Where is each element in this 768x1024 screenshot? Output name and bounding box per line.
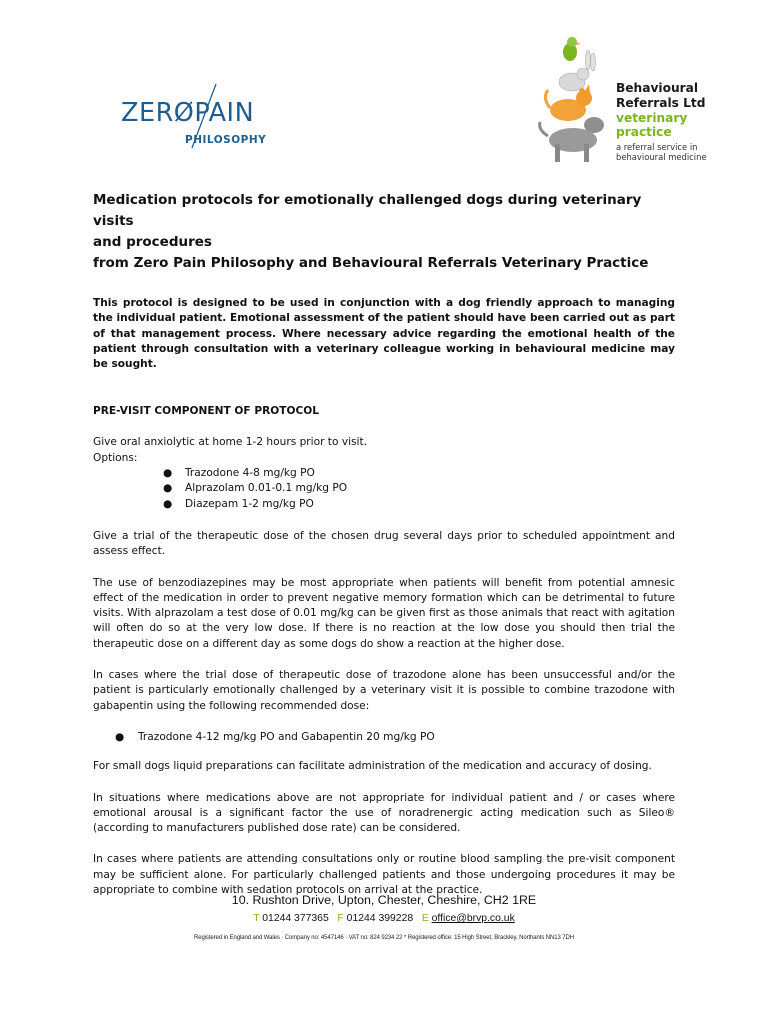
brvp-tagline-line2: behavioural medicine — [616, 152, 707, 162]
give-oral-text: Give oral anxiolytic at home 1-2 hours prior to visit. — [93, 436, 368, 449]
title-line-2: and procedures — [93, 234, 212, 250]
option-text: Alprazolam 0.01-0.1 mg/kg PO — [185, 482, 348, 495]
consultation-paragraph: In cases where patients are attending consultations only or routine blood sampling the pre-visit component may be sufficient alone. For particularly challenged patients and those undergoing procedures it may be appropriate to combine with sedation protocols on arrival at the practice. — [93, 853, 675, 897]
telephone-key: T — [253, 913, 260, 924]
list-item — [163, 497, 675, 512]
fax-number: 01244 399228 — [346, 913, 414, 924]
brvp-name-line2: Referrals Ltd — [616, 96, 706, 110]
small-dogs-paragraph: For small dogs liquid preparations can facilitate administration of the medication and accuracy of dosing. — [93, 760, 652, 773]
footer-registration: Registered in England and Wales · Company no: 4547146 · VAT no: 824 9234 22 * Registered office: 15 High Street, Brackley, Northants NN13 7DH — [193, 935, 574, 941]
list-item — [163, 466, 675, 481]
combine-paragraph: In cases where the trial dose of therapeutic dose of trazodone alone has been unsuccessful and/or the patient is particularly emotionally challenged by a veterinary visit it is possible to combine trazodone with gabapentin using the following recommended dose: — [93, 669, 675, 712]
title-line-3: from Zero Pain Philosophy and Behavioural Referrals Veterinary Practice — [93, 255, 649, 271]
noradrenergic-paragraph: In situations where medications above are not appropriate for individual patient and / or cases where emotional arousal is a significant factor the use of noradrenergic acting medication such as Sileo® (according to manufacturers published dose rate) can be considered. — [93, 791, 675, 835]
zero-pain-philosophy-logo — [118, 80, 278, 150]
options-label: Options: — [93, 451, 138, 464]
fax-key: F — [337, 913, 344, 924]
brvp-veterinary-label: veterinary — [616, 111, 688, 125]
stacked-animals-icon — [528, 32, 616, 166]
bullet-icon: ● — [163, 497, 173, 510]
zero-pain-logo-subtitle: PHILOSOPHY — [185, 134, 267, 146]
section-heading-pre-visit: PRE-VISIT COMPONENT OF PROTOCOL — [93, 405, 320, 418]
bullet-icon: ● — [115, 730, 125, 743]
list-item — [115, 730, 675, 745]
list-item — [163, 481, 675, 496]
behavioural-referrals-logo — [528, 32, 707, 166]
title-line-1: Medication protocols for emotionally challenged dogs during veterinary visits — [93, 192, 642, 229]
brvp-name-line1: Behavioural — [616, 81, 699, 95]
telephone-number: 01244 377365 — [262, 913, 329, 924]
trial-paragraph: Give a trial of the therapeutic dose of the chosen drug several days prior to scheduled appointment and assess effect. — [93, 529, 675, 558]
combination-dose-text: Trazodone 4-12 mg/kg PO and Gabapentin 20 mg/kg PO — [138, 730, 435, 743]
bullet-icon: ● — [163, 467, 173, 480]
benzodiazepine-paragraph: The use of benzodiazepines may be most appropriate when patients will benefit from potential amnesic effect of the medication in order to prevent negative memory formation which can be detrimental to future visits. With alprazolam a test dose of 0.01 mg/kg can be given first as those animals that react with agitation will often do so at the very low dose. If there is no reaction at the low dose you should then trial the therapeutic dose on a different day as some dogs do show a reaction at the higher dose. — [93, 576, 675, 650]
footer-address: 10. Rushton Drive, Upton, Chester, Cheshire, CH2 1RE — [231, 893, 537, 907]
footer-contact-line — [0, 913, 768, 924]
email-link[interactable]: office@brvp.co.uk — [431, 913, 515, 924]
bullet-icon: ● — [163, 482, 173, 495]
combination-dose-list — [93, 730, 675, 745]
document-body — [93, 190, 675, 898]
brvp-practice-label: practice — [616, 125, 672, 139]
intro-paragraph: This protocol is designed to be used in conjunction with a dog friendly approach to managing the individual patient. Emotional assessment of the patient should have been carried out as part of that management process. Where necessary advice regarding the emotional health of the patient through consultation with a veterinary colleague working in behavioural medicine may be sought. — [93, 297, 675, 371]
zero-pain-logo-wordmark: ZERØPAIN — [121, 98, 255, 128]
email-key: E — [421, 913, 429, 924]
document-title — [93, 190, 675, 274]
option-text: Trazodone 4-8 mg/kg PO — [185, 467, 315, 480]
option-text: Diazepam 1-2 mg/kg PO — [185, 497, 314, 510]
medication-options-list — [93, 466, 675, 512]
brvp-tagline-line1: a referral service in — [616, 142, 698, 152]
